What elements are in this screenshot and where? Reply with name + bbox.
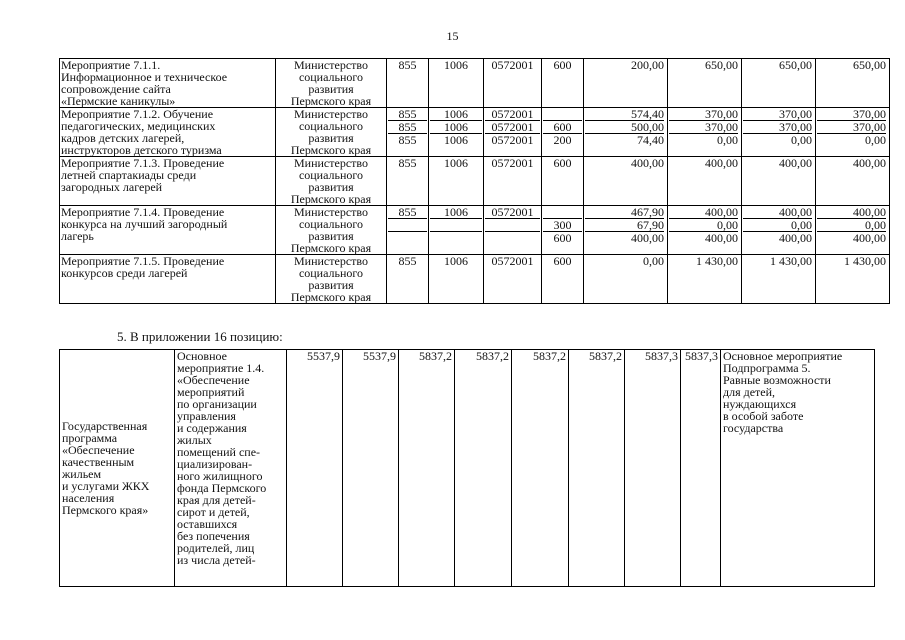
- glava-value: 855: [398, 58, 417, 72]
- ministry-name: Министерство социального развития Пермского края: [290, 205, 372, 255]
- y2-value: 0,00: [669, 218, 738, 231]
- csr-value: [485, 231, 540, 244]
- ministry-name-cell: [276, 255, 387, 304]
- y3-value: 1 430,00: [770, 254, 812, 268]
- y2-value: 0,00: [669, 133, 738, 146]
- razdel-value: 1006: [430, 133, 482, 146]
- y1-value: 500,00: [585, 120, 664, 133]
- y1-value: 67,90: [585, 218, 664, 231]
- y3-value: 400,00: [779, 205, 812, 219]
- ministry-name-cell: [276, 108, 387, 157]
- csr-cell: [484, 255, 542, 304]
- ministry-name-cell: [276, 59, 387, 108]
- measure-name: Мероприятие 7.1.3. Проведение летней спартакиады среди загородных лагерей: [61, 156, 225, 194]
- table-row: [60, 108, 890, 157]
- vr-cell: [542, 108, 584, 157]
- ministry-name: Министерство социального развития Пермского края: [290, 58, 372, 108]
- csr-cell: [484, 206, 542, 255]
- ministry-name: Министерство социального развития Пермского края: [290, 156, 372, 206]
- page-number: 15: [446, 29, 459, 43]
- vr-value: 600: [553, 156, 572, 170]
- razdel-value: 1006: [430, 120, 482, 133]
- razdel-cell: [429, 59, 484, 108]
- y2-value: 370,00: [669, 120, 738, 133]
- razdel-cell: [429, 206, 484, 255]
- razdel-cell: [429, 108, 484, 157]
- measure-name: Мероприятие 7.1.1. Информационное и техническое сопровождение сайта «Пермские каникулы»: [61, 58, 228, 108]
- y4-cell: [816, 255, 890, 304]
- y3-value: 650,00: [779, 58, 812, 72]
- program-table: [59, 349, 875, 587]
- y4-cell: [816, 206, 890, 255]
- value-cell: 5837,3: [625, 350, 681, 587]
- razdel-cell: [429, 255, 484, 304]
- glava-cell: [387, 157, 429, 206]
- measure-name-cell: [60, 255, 276, 304]
- y2-value: 400,00: [705, 205, 738, 219]
- razdel-value: 1006: [444, 156, 468, 170]
- csr-value: 0572001: [485, 120, 540, 133]
- value-cell: 5537,9: [343, 350, 399, 587]
- y1-value: 0,00: [643, 254, 664, 268]
- y2-value: 1 430,00: [696, 254, 738, 268]
- glava-value: 855: [398, 205, 417, 219]
- measure-name-cell: [60, 59, 276, 108]
- value-cell: 5837,3: [681, 350, 721, 587]
- vr-cell: [542, 157, 584, 206]
- measure-name: Основное мероприятие 1.4. «Обеспечение мероприятий по организации управления и содержания жилых помещений спе- циализирован- ного жилищного фонда Пермского края для детей- сирот и детей, оставшихся без попечения родителей, лиц из числа детей-: [177, 349, 267, 567]
- y3-cell: [742, 255, 816, 304]
- y4-value: 650,00: [853, 58, 886, 72]
- y4-value: 370,00: [817, 120, 886, 133]
- measure-cell: [175, 350, 287, 587]
- value-cell: 5537,9: [287, 350, 343, 587]
- y4-value: 0,00: [817, 218, 886, 231]
- glava-value: 855: [398, 156, 417, 170]
- csr-value: 0572001: [491, 107, 534, 121]
- y4-cell: [816, 59, 890, 108]
- csr-value: 0572001: [485, 133, 540, 146]
- csr-cell: [484, 59, 542, 108]
- measure-name: Мероприятие 7.1.2. Обучение педагогических, медицинских кадров детских лагерей, инструкторов детского туризма: [61, 107, 222, 157]
- csr-value: 0572001: [491, 156, 534, 170]
- vr-cell: [542, 59, 584, 108]
- razdel-value: [430, 218, 482, 231]
- razdel-value: 1006: [444, 254, 468, 268]
- razdel-value: 1006: [444, 205, 468, 219]
- vr-value: [543, 108, 582, 120]
- y1-cell: [584, 255, 668, 304]
- y1-value: 400,00: [631, 156, 664, 170]
- value-cell: 5837,2: [512, 350, 569, 587]
- measure-name-cell: [60, 206, 276, 255]
- csr-cell: [484, 157, 542, 206]
- program-name-cell: [60, 350, 175, 587]
- csr-cell: [484, 108, 542, 157]
- glava-value: [388, 218, 427, 231]
- program-row: [60, 350, 875, 587]
- y1-value: 467,90: [631, 205, 664, 219]
- y1-value: 200,00: [631, 58, 664, 72]
- ministry-name-cell: [276, 157, 387, 206]
- csr-value: 0572001: [491, 58, 534, 72]
- vr-value: 600: [553, 254, 572, 268]
- glava-value: 855: [388, 120, 427, 133]
- y2-value: 400,00: [669, 231, 738, 244]
- y4-cell: [816, 157, 890, 206]
- y2-cell: [668, 206, 742, 255]
- vr-value: [543, 206, 582, 218]
- y4-value: 400,00: [853, 205, 886, 219]
- y1-value: 400,00: [585, 231, 664, 244]
- glava-value: [388, 231, 427, 244]
- glava-value: 855: [398, 254, 417, 268]
- glava-cell: [387, 206, 429, 255]
- vr-value: 600: [553, 58, 572, 72]
- y2-value: 370,00: [705, 107, 738, 121]
- ministry-name: Министерство социального развития Пермского края: [290, 254, 372, 304]
- table-row: [60, 59, 890, 108]
- y3-value: 400,00: [779, 156, 812, 170]
- section-heading: 5. В приложении 16 позицию:: [117, 329, 283, 344]
- razdel-cell: [429, 157, 484, 206]
- y1-cell: [584, 59, 668, 108]
- y4-cell: [816, 108, 890, 157]
- glava-value: 855: [398, 107, 417, 121]
- glava-cell: [387, 108, 429, 157]
- expenditure-table: [59, 58, 890, 304]
- y4-value: 400,00: [817, 231, 886, 244]
- program-name: Государственная программа «Обеспечение качественным жильем и услугами ЖКХ населения Пермского края»: [62, 419, 150, 517]
- y4-value: 0,00: [817, 133, 886, 146]
- y4-value: 370,00: [853, 107, 886, 121]
- y3-value: 400,00: [743, 231, 812, 244]
- y2-value: 400,00: [705, 156, 738, 170]
- y1-value: 74,40: [585, 133, 664, 146]
- y2-cell: [668, 255, 742, 304]
- result-cell: [721, 350, 875, 587]
- measure-name: Мероприятие 7.1.5. Проведение конкурсов среди лагерей: [61, 254, 225, 280]
- vr-value: 200: [543, 133, 582, 146]
- vr-cell: [542, 255, 584, 304]
- value-cell: 5837,2: [455, 350, 512, 587]
- measure-name: Мероприятие 7.1.4. Проведение конкурса на лучший загородный лагерь: [61, 205, 228, 243]
- y2-cell: [668, 108, 742, 157]
- y3-cell: [742, 157, 816, 206]
- ministry-name-cell: [276, 206, 387, 255]
- y1-cell: [584, 108, 668, 157]
- table-row: [60, 157, 890, 206]
- table-row: [60, 206, 890, 255]
- y2-cell: [668, 157, 742, 206]
- razdel-value: 1006: [444, 58, 468, 72]
- y3-cell: [742, 206, 816, 255]
- csr-value: 0572001: [491, 205, 534, 219]
- table-row: [60, 255, 890, 304]
- glava-cell: [387, 255, 429, 304]
- measure-name-cell: [60, 157, 276, 206]
- y4-value: 1 430,00: [844, 254, 886, 268]
- vr-value: 600: [543, 120, 582, 133]
- value-cell: 5837,2: [569, 350, 625, 587]
- razdel-value: 1006: [444, 107, 468, 121]
- y3-value: 0,00: [743, 218, 812, 231]
- glava-cell: [387, 59, 429, 108]
- y1-value: 574,40: [631, 107, 664, 121]
- csr-value: 0572001: [491, 254, 534, 268]
- value-cell: 5837,2: [399, 350, 455, 587]
- y1-cell: [584, 206, 668, 255]
- y2-value: 650,00: [705, 58, 738, 72]
- glava-value: 855: [388, 133, 427, 146]
- y3-cell: [742, 108, 816, 157]
- y3-value: 0,00: [743, 133, 812, 146]
- y4-value: 400,00: [853, 156, 886, 170]
- csr-value: [485, 218, 540, 231]
- razdel-value: [430, 231, 482, 244]
- measure-name-cell: [60, 108, 276, 157]
- vr-value: 300: [543, 218, 582, 231]
- y3-value: 370,00: [779, 107, 812, 121]
- ministry-name: Министерство социального развития Пермского края: [290, 107, 372, 157]
- vr-cell: [542, 206, 584, 255]
- result-text: Основное мероприятие Подпрограмма 5. Равные возможности для детей, нуждающихся в особой заботе государства: [723, 349, 843, 435]
- vr-value: 600: [543, 231, 582, 244]
- y2-cell: [668, 59, 742, 108]
- y3-cell: [742, 59, 816, 108]
- y3-value: 370,00: [743, 120, 812, 133]
- y1-cell: [584, 157, 668, 206]
